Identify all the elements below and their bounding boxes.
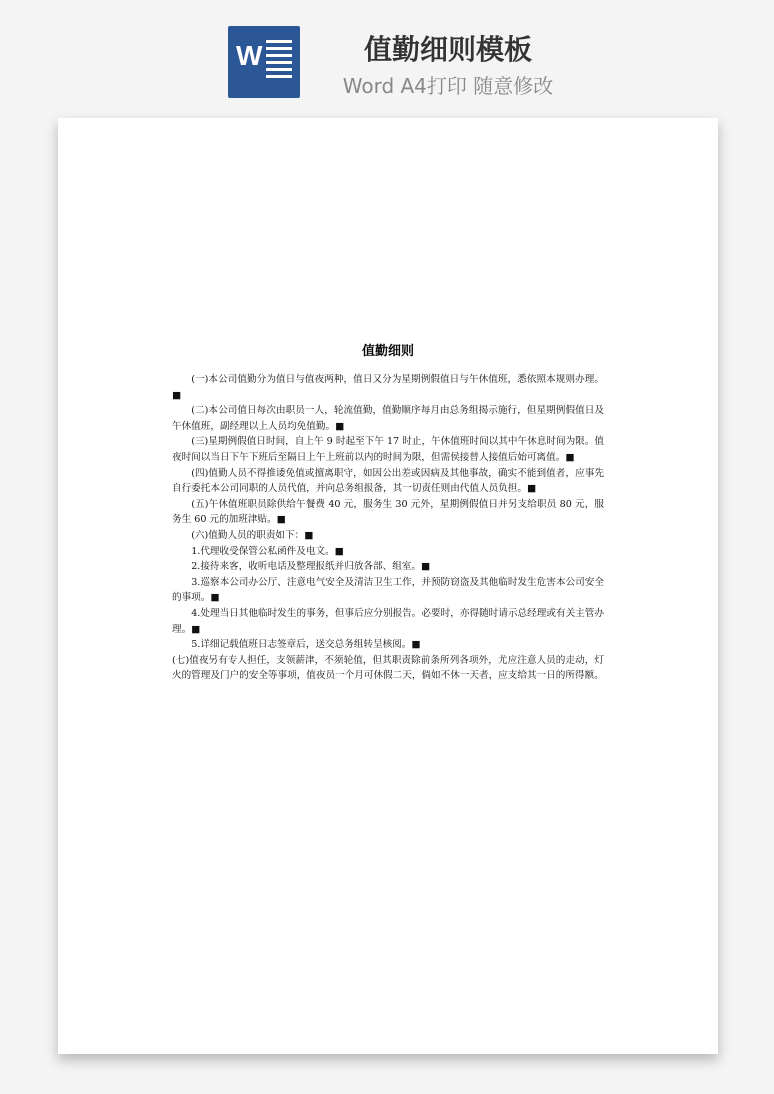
paragraph: (二)本公司值日每次由职员一人，轮流值勤，值勤顺序每月由总务组揭示施行，但星期例假值日及午休值班，副经理以上人员均免值勤。■ bbox=[172, 405, 604, 432]
header-title: 值勤细则模板 bbox=[363, 33, 532, 66]
document-page bbox=[58, 118, 718, 1054]
paragraph: (五)午休值班职员除供给午餐费 40 元，服务生 30 元外，星期例假值日并另支给职员 80 元，服务生 60 元的加班津贴。■ bbox=[172, 498, 604, 526]
list-item: 1.代理收受保管公私函件及电文。■ bbox=[191, 545, 344, 557]
paragraph: (一)本公司值勤分为值日与值夜两种，值日又分为星期例假值日与午休值班，悉依照本规则办理。■ bbox=[172, 374, 604, 401]
word-icon-letter: W bbox=[236, 40, 263, 71]
paragraph: (六)值勤人员的职责如下：■ bbox=[191, 529, 314, 541]
word-icon bbox=[228, 26, 300, 98]
list-item: 3.巡察本公司办公厅、注意电气安全及清洁卫生工作，并预防窃盗及其他临时发生危害本公司安全的事项。■ bbox=[172, 576, 604, 604]
paragraph: (四)值勤人员不得推诿免值或擅离职守，如因公出差或因病及其他事故，确实不能到值者，应事先自行委托本公司同职的人员代值，并向总务组报备，其一切责任则由代值人员负担。■ bbox=[172, 467, 604, 495]
document-lines-icon bbox=[266, 40, 292, 80]
paragraph: (七)值夜另有专人担任，支领薪津，不须轮值，但其职责除前条所列各项外，尤应注意人员的走动，灯火的管理及门户的安全等事项，值夜员一个月可休假二天，倘如不休一天者，应支给其一日的所得额。 bbox=[172, 654, 604, 682]
list-item: 4.处理当日其他临时发生的事务，但事后应分别报告。必要时，亦得随时请示总经理或有关主管办理。■ bbox=[172, 607, 604, 635]
document-body bbox=[172, 372, 604, 684]
list-item: 2.接待来客，收听电话及整理报纸并归放各部、组室。■ bbox=[191, 561, 431, 573]
header-banner bbox=[0, 0, 774, 110]
header-subtitle: Word A4打印 随意修改 bbox=[342, 74, 554, 98]
document-title: 值勤细则 bbox=[361, 344, 414, 359]
list-item: 5.详细记载值班日志签章后，送交总务组转呈核阅。■ bbox=[191, 639, 421, 651]
paragraph: (三)星期例假值日时间，自上午 9 时起至下午 17 时止，午休值班时间以其中午休息时间为限。值夜时间以当日下午下班后至隔日上午上班前以内的时间为限，但需侯接替人接值后始可离值。■ bbox=[172, 436, 604, 463]
